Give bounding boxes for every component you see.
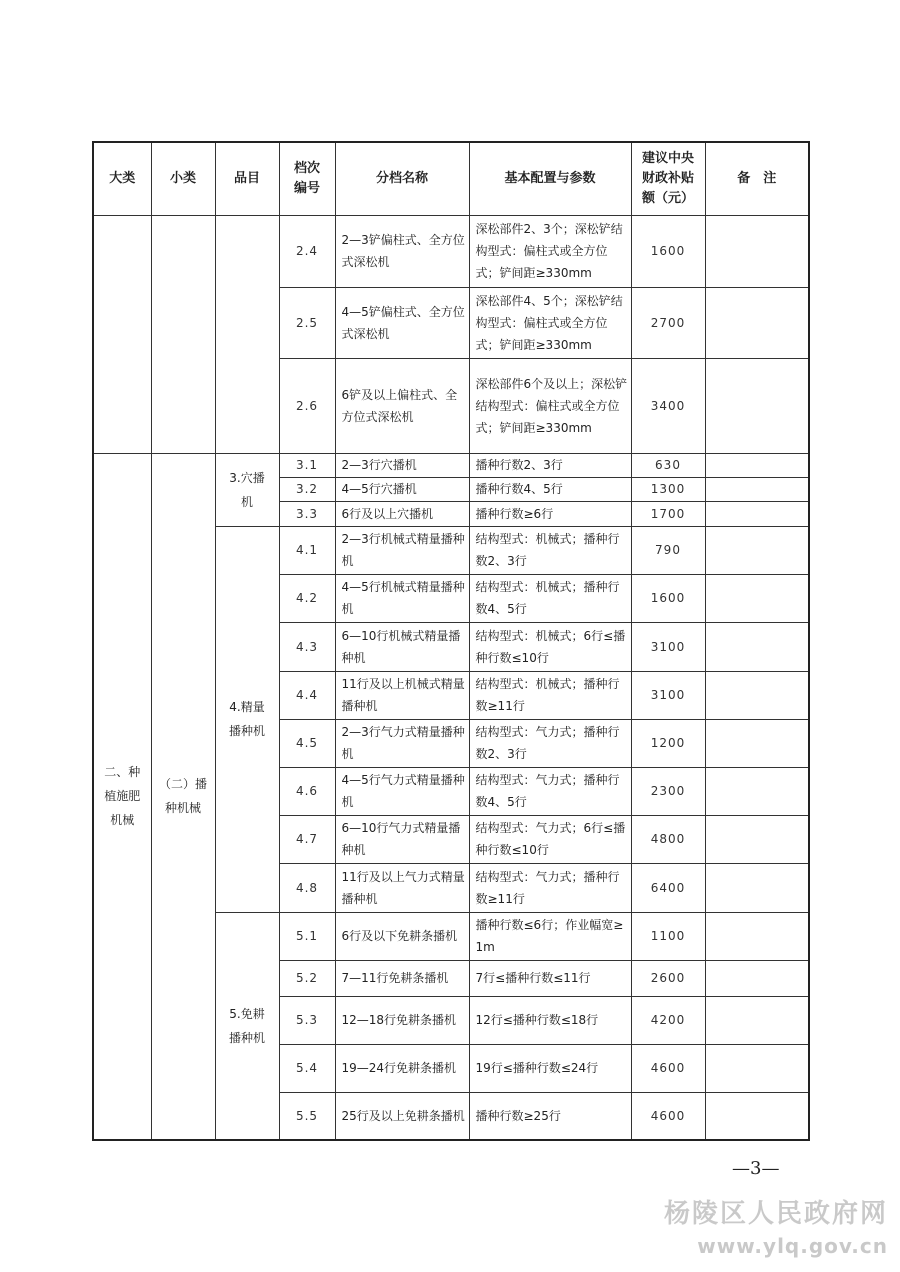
row-config: 播种行数≤6行；作业幅宽≥1m	[469, 912, 631, 960]
row-subsidy: 4600	[631, 1092, 705, 1140]
row-subsidy: 3100	[631, 622, 705, 671]
row-subsidy: 1600	[631, 574, 705, 622]
pinmu-jingliang: 4.精量播种机	[215, 526, 279, 912]
row-code: 2.4	[279, 215, 335, 287]
row-code: 2.6	[279, 358, 335, 453]
header-fendang: 分档名称	[335, 142, 469, 215]
row-note	[705, 1092, 809, 1140]
row-subsidy: 2600	[631, 960, 705, 996]
row-subsidy: 6400	[631, 863, 705, 912]
header-peizhi: 基本配置与参数	[469, 142, 631, 215]
row-code: 4.4	[279, 671, 335, 719]
row-config: 结构型式：气力式；播种行数2、3行	[469, 719, 631, 767]
row-subsidy: 790	[631, 526, 705, 574]
row-config: 播种行数≥6行	[469, 501, 631, 526]
row-subsidy: 4800	[631, 815, 705, 863]
header-dangci: 档次编号	[279, 142, 335, 215]
row-note	[705, 1044, 809, 1092]
row-config: 播种行数≥25行	[469, 1092, 631, 1140]
row-note	[705, 767, 809, 815]
row-name: 2—3行机械式精量播种机	[335, 526, 469, 574]
row-name: 4—5行机械式精量播种机	[335, 574, 469, 622]
row-config: 结构型式：气力式；6行≤播种行数≤10行	[469, 815, 631, 863]
row-code: 4.3	[279, 622, 335, 671]
row-note	[705, 719, 809, 767]
header-pinmu: 品目	[215, 142, 279, 215]
row-note	[705, 477, 809, 501]
row-code: 4.5	[279, 719, 335, 767]
row-note	[705, 671, 809, 719]
row-note	[705, 960, 809, 996]
row-code: 4.1	[279, 526, 335, 574]
row-config: 结构型式：机械式；6行≤播种行数≤10行	[469, 622, 631, 671]
header-row	[93, 142, 809, 215]
subsidy-table	[92, 141, 810, 1141]
row-code: 4.6	[279, 767, 335, 815]
pinmu-cell-empty	[215, 215, 279, 453]
row-name: 7—11行免耕条播机	[335, 960, 469, 996]
row-name: 6—10行机械式精量播种机	[335, 622, 469, 671]
row-config: 结构型式：机械式；播种行数2、3行	[469, 526, 631, 574]
row-note	[705, 622, 809, 671]
row-name: 6行及以下免耕条播机	[335, 912, 469, 960]
xiaolei-cell-empty	[151, 215, 215, 453]
row-code: 5.3	[279, 996, 335, 1044]
row-subsidy: 1700	[631, 501, 705, 526]
row-config: 结构型式：机械式；播种行数≥11行	[469, 671, 631, 719]
row-name: 25行及以上免耕条播机	[335, 1092, 469, 1140]
row-config: 深松部件6个及以上；深松铲结构型式：偏柱式或全方位式；铲间距≥330mm	[469, 358, 631, 453]
row-config: 结构型式：机械式；播种行数4、5行	[469, 574, 631, 622]
watermark-site-name: 杨陵区人民政府网	[663, 1199, 888, 1229]
row-config: 深松部件2、3个；深松铲结构型式：偏柱式或全方位式；铲间距≥330mm	[469, 215, 631, 287]
row-config: 结构型式：气力式；播种行数4、5行	[469, 767, 631, 815]
row-code: 2.5	[279, 287, 335, 358]
row-name: 6铲及以上偏柱式、全方位式深松机	[335, 358, 469, 453]
row-note	[705, 574, 809, 622]
row-subsidy: 3400	[631, 358, 705, 453]
row-note	[705, 501, 809, 526]
row-name: 2—3铲偏柱式、全方位式深松机	[335, 215, 469, 287]
table-row	[93, 453, 809, 477]
row-note	[705, 358, 809, 453]
row-config: 结构型式：气力式；播种行数≥11行	[469, 863, 631, 912]
dalei-cell-empty	[93, 215, 151, 453]
row-note	[705, 815, 809, 863]
row-code: 3.3	[279, 501, 335, 526]
row-subsidy: 1600	[631, 215, 705, 287]
row-code: 5.4	[279, 1044, 335, 1092]
row-subsidy: 1300	[631, 477, 705, 501]
row-subsidy: 630	[631, 453, 705, 477]
row-note	[705, 287, 809, 358]
row-name: 6行及以上穴播机	[335, 501, 469, 526]
row-config: 19行≤播种行数≤24行	[469, 1044, 631, 1092]
row-config: 深松部件4、5个；深松铲结构型式：偏柱式或全方位式；铲间距≥330mm	[469, 287, 631, 358]
row-name: 12—18行免耕条播机	[335, 996, 469, 1044]
row-name: 19—24行免耕条播机	[335, 1044, 469, 1092]
row-code: 4.7	[279, 815, 335, 863]
header-xiaolei: 小类	[151, 142, 215, 215]
row-name: 2—3行穴播机	[335, 453, 469, 477]
row-config: 12行≤播种行数≤18行	[469, 996, 631, 1044]
watermark-url: www.ylq.gov.cn	[697, 1234, 888, 1258]
row-note	[705, 215, 809, 287]
row-note	[705, 526, 809, 574]
header-butie: 建议中央财政补贴额（元）	[631, 142, 705, 215]
row-name: 4—5铲偏柱式、全方位式深松机	[335, 287, 469, 358]
xiaolei-cell: （二）播种机械	[151, 453, 215, 1140]
row-note	[705, 912, 809, 960]
row-config: 7行≤播种行数≤11行	[469, 960, 631, 996]
row-note	[705, 996, 809, 1044]
row-config: 播种行数4、5行	[469, 477, 631, 501]
row-code: 5.2	[279, 960, 335, 996]
row-name: 11行及以上机械式精量播种机	[335, 671, 469, 719]
row-name: 2—3行气力式精量播种机	[335, 719, 469, 767]
row-config: 播种行数2、3行	[469, 453, 631, 477]
row-subsidy: 3100	[631, 671, 705, 719]
row-code: 3.1	[279, 453, 335, 477]
row-code: 5.1	[279, 912, 335, 960]
row-subsidy: 2700	[631, 287, 705, 358]
row-name: 6—10行气力式精量播种机	[335, 815, 469, 863]
pinmu-mian: 5.免耕播种机	[215, 912, 279, 1140]
row-name: 11行及以上气力式精量播种机	[335, 863, 469, 912]
row-note	[705, 863, 809, 912]
pinmu-xuebo: 3.穴播机	[215, 453, 279, 526]
row-subsidy: 4200	[631, 996, 705, 1044]
header-beizhu: 备 注	[705, 142, 809, 215]
row-note	[705, 453, 809, 477]
dalei-cell: 二、种植施肥机械	[93, 453, 151, 1140]
row-subsidy: 2300	[631, 767, 705, 815]
row-name: 4—5行气力式精量播种机	[335, 767, 469, 815]
table-row	[93, 215, 809, 287]
row-subsidy: 4600	[631, 1044, 705, 1092]
page-number: —3—	[732, 1158, 780, 1179]
row-code: 5.5	[279, 1092, 335, 1140]
row-code: 3.2	[279, 477, 335, 501]
watermark	[664, 1196, 888, 1260]
row-name: 4—5行穴播机	[335, 477, 469, 501]
row-subsidy: 1200	[631, 719, 705, 767]
header-dalei: 大类	[93, 142, 151, 215]
row-code: 4.2	[279, 574, 335, 622]
row-code: 4.8	[279, 863, 335, 912]
row-subsidy: 1100	[631, 912, 705, 960]
